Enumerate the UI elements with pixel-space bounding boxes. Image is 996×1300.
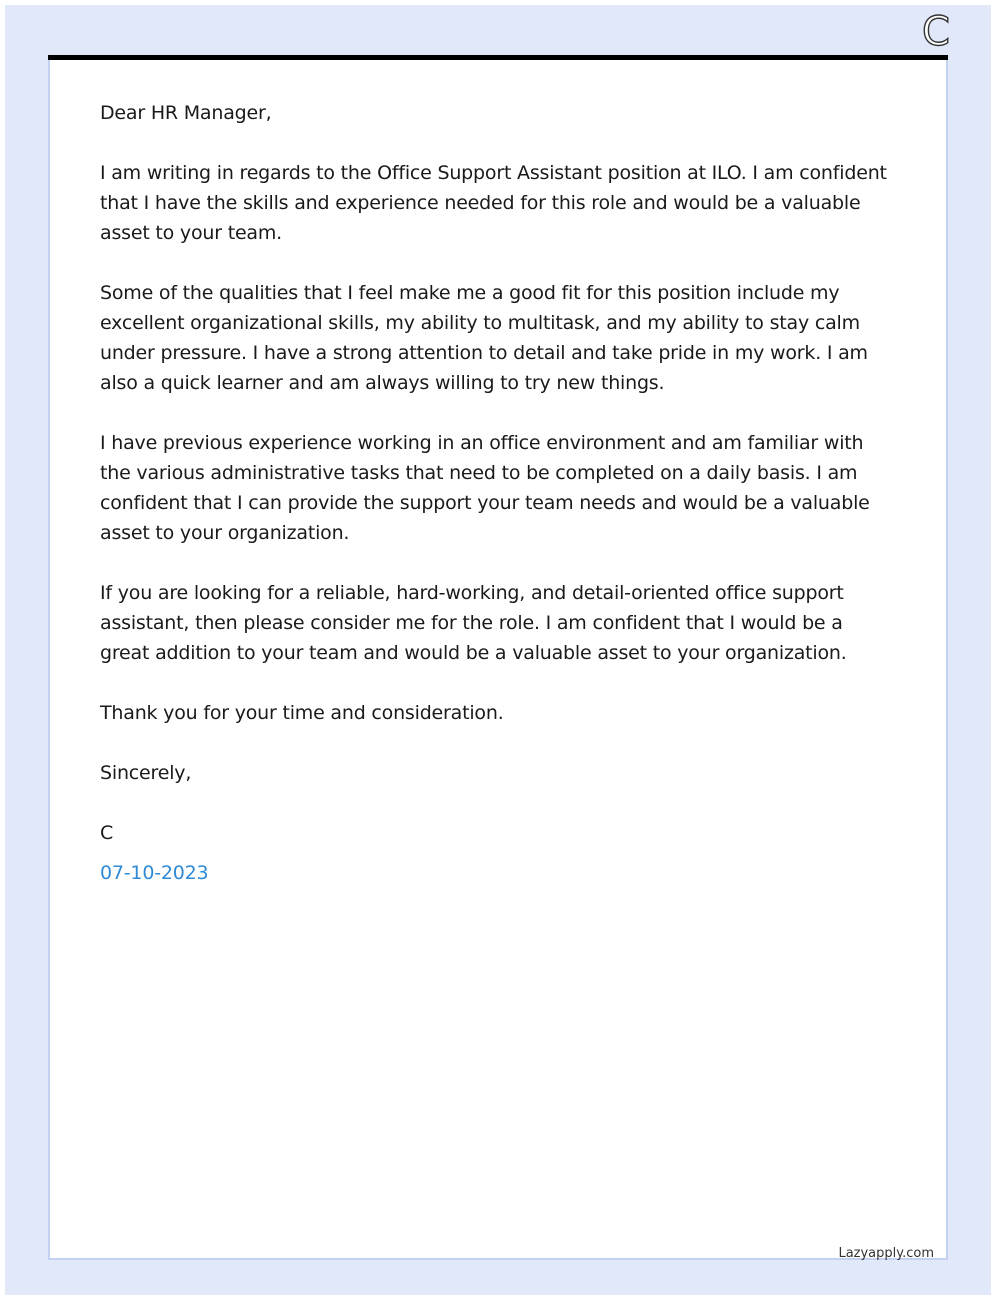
letter-date: 07-10-2023 bbox=[100, 862, 209, 884]
salutation: Dear HR Manager, bbox=[100, 102, 272, 124]
paragraph-closing-pitch: If you are looking for a reliable, hard-working, and detail-oriented office support assistant, then please consider me for the role. I am confident that I would be a great addition to your team and would be a valuable asset to your organization. bbox=[100, 582, 847, 664]
monogram-logo: C bbox=[922, 9, 950, 55]
signature: C bbox=[100, 822, 114, 844]
paragraph-thanks: Thank you for your time and consideration. bbox=[100, 702, 504, 724]
footer-brand-text: Lazyapply.com bbox=[838, 1246, 934, 1261]
paragraph-qualities: Some of the qualities that I feel make me a good fit for this position include my excellent organizational skills, my ability to multitask, and my ability to stay calm under pressure. I have a strong attention to detail and take pride in my work. I am also a quick learner and am always willing to try new things. bbox=[100, 282, 868, 394]
paragraph-intro: I am writing in regards to the Office Support Assistant position at ILO. I am confident that I have the skills and experience needed for this role and would be a valuable asset to your team. bbox=[100, 162, 887, 244]
paragraph-experience: I have previous experience working in an office environment and am familiar with the various administrative tasks that need to be completed on a daily basis. I am confident that I can provide the support your team needs and would be a valuable asset to your organization. bbox=[100, 432, 870, 544]
cover-letter-body bbox=[100, 98, 890, 918]
closing: Sincerely, bbox=[100, 762, 192, 784]
